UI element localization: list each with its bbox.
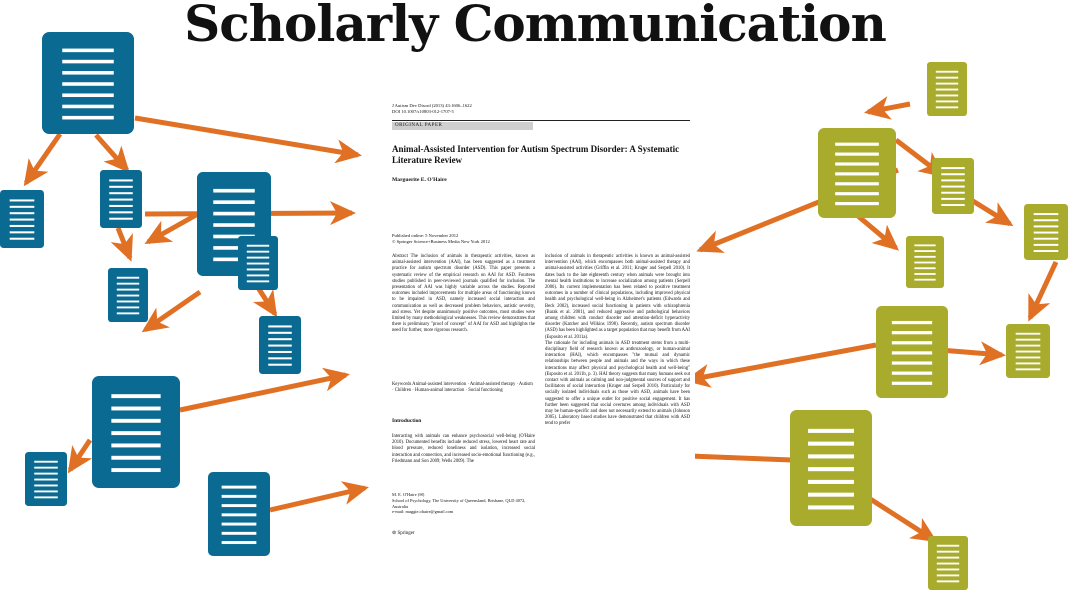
publisher-logo: ⊚ Springer xyxy=(392,531,415,536)
document-icon xyxy=(238,236,278,290)
document-icon xyxy=(92,376,180,488)
document-icon xyxy=(906,236,944,288)
arrow-icon xyxy=(26,134,60,183)
introduction-heading: Introduction xyxy=(392,418,422,424)
document-icon xyxy=(790,410,872,526)
arrow-icon xyxy=(180,375,346,410)
document-icon xyxy=(108,268,148,322)
body-text-column-2: inclusion of animals in therapeutic activities is known as animal-assisted intervention (AAI), which encompasses both animal-assisted therapy and animal-assisted activities (Griffin et al. 2011; Kruger and Serpell 2010). It dates back to the late eighteenth century when animals were brought into mental health institutions to increase socialization among patients (Serpell 2006). Its current implementation has been related to positive treatment outcomes in a number of clinical populations, including improved physical health and psychological well-being in Alzheimer's patients (Edwards and Beck 2002), increased social functioning in patients with schizophrenia (Barak et al. 2001), and reduced aggressive and pathological behaviors among children with conduct disorder and attention-deficit hyperactivity disorder (Katcher and Wilkins 1998). Recently, autism spectrum disorder (ASD) has been highlighted as a target population that may benefit from AAI (Esposito et al. 2011a). The rationale for including animals in ASD treatment stems from a multi-disciplinary field of research known as anthrozoology, or human-animal interaction (HAI), which encompasses "the mutual and dynamic relationships between people and animals and the ways in which these interactions may affect physical and psychological health and well-being" (Esposito et al. 2011b, p. 3). HAI theory suggests that many humans seek out contact with animals as calming and non-judgmental sources of support and facilitators of social interaction (Kruger and Serpell 2010). Particularly for socially isolated individuals such as those with ASD, animals have been suggested to offer a unique outlet for positive social engagement. It has further been suggested that social overtures among individuals with ASD may be human-specific and does not necessarily extend to animals (Johnson 2005). Laboratory based studies have demonstrated that children with ASD tend to prefer xyxy=(545,254,690,427)
document-icon xyxy=(25,452,67,506)
document-icon xyxy=(928,536,968,590)
paper-author: Marguerite E. O'Haire xyxy=(392,177,447,183)
article-type-badge: ORIGINAL PAPER xyxy=(392,122,533,130)
author-affiliation: M. E. O'Haire (✉) School of Psychology, The University of Queensland, Brisbane, QLD 4072, Australia e-mail: maggie.ohaire@gmail.com xyxy=(392,492,526,515)
header-rule xyxy=(392,120,690,121)
paper-page xyxy=(375,96,695,546)
publication-info xyxy=(392,233,490,245)
arrow-icon xyxy=(968,198,1010,224)
arrow-icon xyxy=(135,118,358,155)
arrow-icon xyxy=(118,228,130,258)
journal-reference xyxy=(392,103,472,115)
document-icon xyxy=(0,190,44,248)
document-icon xyxy=(876,306,948,398)
page-title: Scholarly Communication xyxy=(184,0,886,53)
paper-title: Animal-Assisted Intervention for Autism Spectrum Disorder: A Systematic Literature Review xyxy=(392,144,680,165)
document-icon xyxy=(259,316,301,374)
document-icon xyxy=(932,158,974,214)
doi: DOI 10.1007/s10803-012-1707-5 xyxy=(392,109,454,114)
introduction-text: Interacting with animals can enhance psychosocial well-being (O'Haire 2010). Documented benefits include reduced stress, lowered heart rate and blood pressure, reduced loneliness and isolation, increased social interaction and connection, and increased socio-emotional functioning (e.g., Friedmann and Son 2009; Wells 2009). The xyxy=(392,434,535,464)
arrow-icon xyxy=(270,488,365,510)
arrow-icon xyxy=(70,440,90,470)
arrow-icon xyxy=(858,216,896,248)
arrow-icon xyxy=(868,104,910,112)
keywords: Keywords Animal-assisted intervention · Animal-assisted therapy · Autism · Children · Human-animal interaction · Social functioning xyxy=(392,382,533,394)
arrow-icon xyxy=(96,135,127,170)
document-icon xyxy=(208,472,270,556)
document-icon xyxy=(100,170,142,228)
copyright: © Springer Science+Business Media New York 2012 xyxy=(392,239,490,244)
journal-citation: J Autism Dev Disord (2013) 43:1606–1622 xyxy=(392,103,472,108)
abstract-text: Abstract The inclusion of animals in therapeutic activities, known as animal-assisted intervention (AAI), has been suggested as a treatment practice for autism spectrum disorder (ASD). This paper presents a systematic review of the empirical research on AAI for ASD. Fourteen studies published in peer-reviewed journals qualified for inclusion. The presentation of AAI was highly variable across the studies. Reported outcomes included improvements for multiple areas of functioning known to be impaired in ASD, namely increased social interaction and communication as well as decreased problem behaviors, autistic severity, and stress. Yet despite unanimously positive outcomes, most studies were limited by many methodological weaknesses. This review demonstrates that there is preliminary "proof of concept" of AAI for ASD and highlights the need for further, more rigorous research. xyxy=(392,254,535,334)
publisher-name: Springer xyxy=(397,531,415,536)
arrow-icon xyxy=(1030,262,1056,318)
document-icon xyxy=(818,128,896,218)
document-icon xyxy=(927,62,967,116)
published-date: Published online: 5 November 2012 xyxy=(392,233,459,238)
document-icon xyxy=(42,32,134,134)
document-icon xyxy=(1006,324,1050,378)
arrow-icon xyxy=(145,292,200,330)
arrow-icon xyxy=(940,350,1002,355)
arrow-icon xyxy=(688,345,876,380)
document-icon xyxy=(1024,204,1068,260)
